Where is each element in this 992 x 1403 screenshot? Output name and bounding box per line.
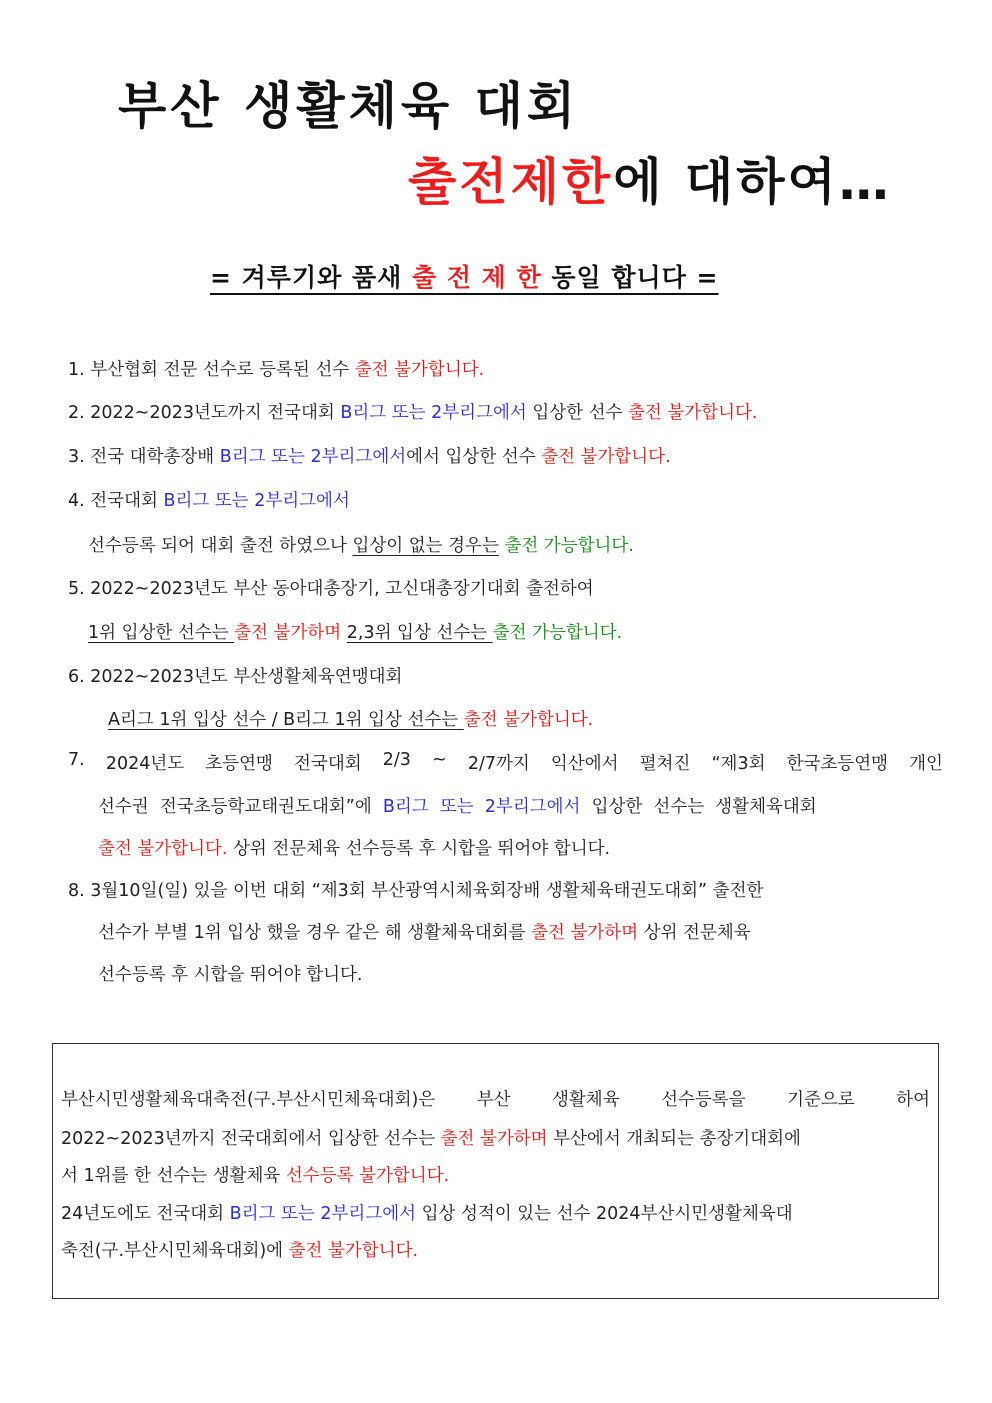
item-word: 전국대회 (294, 754, 362, 774)
subtitle-suffix: 동일 합니다 = (541, 263, 719, 292)
subtitle-red: 출 전 제 한 (411, 263, 542, 292)
notice-text: 2022~2023년까지 전국대회에서 입상한 선수는 (61, 1129, 441, 1149)
notice-line-3 (61, 1162, 449, 1187)
rule-item-6 (68, 663, 402, 688)
item-red-text: 출전 불가합니다. (628, 403, 758, 423)
notice-red-text: 출전 불가합니다. (288, 1241, 419, 1261)
item-word: 개인 (909, 754, 943, 774)
item-text: 3. 전국 대학총장배 (68, 447, 220, 467)
item-green-text: 출전 가능합니다. (504, 536, 634, 556)
notice-word: 기준으로 (787, 1090, 855, 1110)
item-red-text: 출전 불가하며 (531, 923, 639, 943)
title-red-text: 출전제한 (408, 153, 614, 211)
notice-line-2 (61, 1125, 801, 1150)
item-red-text: 출전 불가합니다. (541, 447, 671, 467)
item-word: 2/7까지 (467, 754, 530, 774)
notice-text: 축전(구.부산시민체육대회)에 (61, 1241, 289, 1261)
item-word: 익산에서 (550, 754, 619, 774)
item-text: 에서 입상한 선수 (406, 447, 542, 467)
title-rest-text: 에 대하여… (613, 153, 892, 211)
notice-word: 부산 (476, 1090, 511, 1110)
rule-item-5-line2 (88, 619, 622, 644)
rule-item-8-line3 (98, 961, 362, 986)
item-red-text: 출전 불가합니다. (463, 710, 594, 730)
item-underlined-text: 입상이 없는 경우는 (352, 536, 499, 556)
notice-text: 입상 성적이 있는 선수 2024부산시민생활체육대 (416, 1204, 793, 1224)
notice-word: 선수등록을 (661, 1090, 746, 1110)
item-text: 상위 전문체육 선수등록 후 시합을 뛰어야 합니다. (227, 839, 611, 859)
item-word: 2024년도 (105, 754, 185, 774)
item-text: 4. 전국대회 (68, 491, 164, 511)
item-text: 1. 부산협회 전문 선수로 등록된 선수 (68, 360, 355, 380)
item-text: 5. 2022~2023년도 부산 동아대총장기, 고신대총장기대회 출전하여 (68, 579, 594, 599)
item-red-text: 출전 불가합니다. (98, 839, 228, 859)
item-word: 7. (68, 750, 85, 770)
rule-item-4 (68, 487, 350, 512)
item-text: 선수등록 후 시합을 뛰어야 합니다. (98, 965, 363, 985)
notice-text: 부산에서 개최되는 총장기대회에 (547, 1129, 801, 1149)
notice-red-text: 선수등록 불가합니다. (285, 1166, 450, 1186)
item-text: 선수가 부별 1위 입상 했을 경우 같은 해 생활체육대회를 (98, 923, 532, 943)
document-title-line1: 부산 생활체육 대회 (118, 77, 580, 135)
item-word: “제3회 (711, 754, 766, 774)
rule-item-5 (68, 575, 594, 600)
item-text: 선수권 전국초등학교태권도대회”에 (98, 797, 383, 817)
item-blue-text: B리그 또는 2부리그에서 (382, 797, 581, 817)
rule-item-6-line2 (108, 706, 593, 731)
item-green-text: 출전 가능합니다. (492, 623, 623, 643)
document-title-line2 (408, 142, 892, 214)
rule-item-2 (68, 399, 757, 424)
rule-item-1 (68, 356, 484, 381)
item-word: 초등연맹 (205, 754, 273, 774)
item-blue-text: B리그 또는 2부리그에서 (340, 403, 527, 423)
item-text: 6. 2022~2023년도 부산생활체육연맹대회 (68, 667, 403, 687)
notice-text: 24년도에도 전국대회 (61, 1204, 230, 1224)
notice-line-1 (61, 1086, 930, 1111)
notice-text: 서 1위를 한 선수는 생활체육 (61, 1166, 286, 1186)
item-text: 2. 2022~2023년도까지 전국대회 (68, 403, 341, 423)
item-word: 펼쳐진 (639, 754, 691, 774)
item-text: 8. 3월10일(일) 있을 이번 대회 “제3회 부산광역시체육회장배 생활체육태권도대회” 출전한 (68, 881, 764, 901)
item-word: 한국초등연맹 (786, 754, 889, 774)
notice-word: 하여 (896, 1090, 930, 1110)
notice-blue-text: B리그 또는 2부리그에서 (229, 1204, 417, 1224)
item-underlined-text: 1위 입상한 선수는 (88, 623, 235, 643)
item-blue-text: B리그 또는 2부리그에서 (163, 491, 350, 511)
notice-box (52, 1043, 939, 1299)
item-word: 2/3 (382, 750, 411, 770)
subtitle (210, 258, 719, 294)
subtitle-prefix: = 겨루기와 품새 (210, 263, 412, 292)
item-text: 입상한 선수 (526, 403, 629, 423)
item-text: 입상한 선수는 생활체육대회 (580, 797, 817, 817)
item-red-text: 출전 불가합니다. (354, 360, 485, 380)
rule-item-8-line2 (98, 919, 751, 944)
rule-item-7-line2 (98, 793, 817, 818)
notice-line-4 (61, 1200, 793, 1225)
rule-item-3 (68, 443, 671, 468)
notice-red-text: 출전 불가하며 (440, 1129, 548, 1149)
item-word: ~ (432, 750, 447, 770)
item-underlined-text: 2,3위 입상 선수는 (346, 623, 493, 643)
notice-line-5 (61, 1237, 418, 1262)
item-blue-text: B리그 또는 2부리그에서 (219, 447, 407, 467)
rule-item-7 (68, 750, 943, 775)
item-underlined-text: A리그 1위 입상 선수 / B리그 1위 입상 선수는 (108, 710, 464, 730)
rule-item-7-line3 (98, 835, 610, 860)
notice-word: 생활체육 (551, 1090, 620, 1110)
item-text: 상위 전문체육 (638, 923, 751, 943)
item-red-text: 출전 불가하며 (234, 623, 342, 643)
item-text: 선수등록 되어 대회 출전 하였으나 (88, 536, 353, 556)
notice-word: 부산시민생활체육대축전(구.부산시민체육대회)은 (61, 1090, 436, 1110)
rule-item-4-line2 (88, 532, 634, 557)
rule-item-8 (68, 877, 763, 902)
